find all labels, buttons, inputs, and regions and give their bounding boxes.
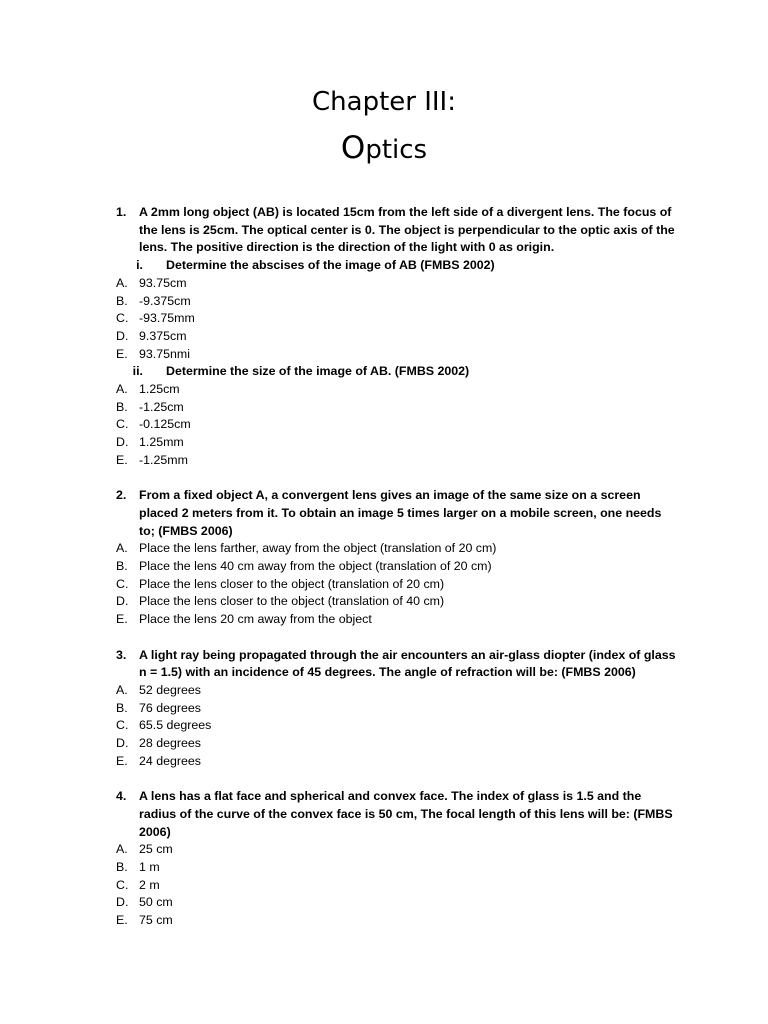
option-text: 1.25cm [139, 382, 180, 397]
option-text: Place the lens farther, away from the object (translation of 20 cm) [139, 541, 497, 556]
question-text: A lens has a flat face and spherical and convex face. The index of glass is 1.5 and the radius of the curve of the convex face is 50 cm, The focal length of this lens will be: (FMBS 2006) [139, 789, 673, 839]
option-label: A. [116, 842, 128, 857]
option-label: D. [116, 895, 129, 910]
option-c [116, 416, 676, 434]
option-a [116, 682, 676, 700]
question-2 [116, 487, 676, 629]
sub-question-number: i. [136, 258, 143, 273]
option-text: 93.75nmi [139, 346, 190, 361]
option-label: B. [116, 399, 128, 414]
question-number: 4. [116, 789, 127, 804]
sub-question-text: Determine the size of the image of AB. (FMBS 2002) [166, 364, 470, 379]
question-3 [116, 647, 676, 771]
option-label: E. [116, 346, 128, 361]
option-b [116, 399, 676, 417]
option-c [116, 310, 676, 328]
option-label: A. [116, 682, 128, 697]
option-text: 9.375cm [139, 328, 187, 343]
option-c [116, 877, 676, 895]
chapter-subtitle [0, 130, 768, 166]
option-label: A. [116, 541, 128, 556]
option-label: E. [116, 913, 128, 928]
option-text: 52 degrees [139, 682, 202, 697]
option-label: C. [116, 311, 129, 326]
question-4 [116, 788, 676, 930]
question-number: 2. [116, 488, 127, 503]
option-text: 25 cm [139, 842, 173, 857]
option-a [116, 841, 676, 859]
option-label: C. [116, 718, 129, 733]
option-label: B. [116, 293, 128, 308]
option-a [116, 275, 676, 293]
question-list [116, 204, 676, 947]
option-text: 2 m [139, 877, 160, 892]
option-text: -0.125cm [139, 417, 191, 432]
option-e [116, 912, 676, 930]
option-text: 1 m [139, 859, 160, 874]
sub-question-ii [116, 363, 676, 381]
option-text: Place the lens closer to the object (translation of 20 cm) [139, 576, 445, 591]
option-e [116, 753, 676, 771]
question-number: 3. [116, 647, 127, 662]
option-c [116, 717, 676, 735]
option-label: B. [116, 859, 128, 874]
option-label: E. [116, 612, 128, 627]
question-text: A 2mm long object (AB) is located 15cm from the left side of a divergent lens. The focus of the lens is 25cm. The optical center is 0. The object is perpendicular to the optic axis of the lens. The positive direction is the direction of the light with 0 as origin. [139, 205, 675, 255]
option-text: 1.25mm [139, 435, 184, 450]
option-text: 75 cm [139, 913, 173, 928]
subtitle-initial: O [340, 130, 366, 166]
option-a [116, 540, 676, 558]
question-text: From a fixed object A, a convergent lens gives an image of the same size on a screen placed 2 meters from it. To obtain an image 5 times larger on a mobile screen, one needs to; (FMBS 2006) [139, 488, 662, 538]
option-e [116, 452, 676, 470]
sub-question-number: ii. [132, 364, 143, 379]
option-b [116, 293, 676, 311]
option-label: C. [116, 417, 129, 432]
option-text: Place the lens 40 cm away from the object (translation of 20 cm) [139, 559, 492, 574]
option-label: D. [116, 328, 129, 343]
option-text: 50 cm [139, 895, 173, 910]
option-d [116, 894, 676, 912]
option-label: D. [116, 736, 129, 751]
option-d [116, 593, 676, 611]
option-text: 28 degrees [139, 736, 202, 751]
option-label: B. [116, 559, 128, 574]
option-text: Place the lens 20 cm away from the object [139, 612, 372, 627]
option-e [116, 346, 676, 364]
option-text: -93.75mm [139, 311, 195, 326]
option-label: C. [116, 576, 129, 591]
option-text: -1.25mm [139, 452, 188, 467]
option-text: 24 degrees [139, 753, 202, 768]
option-label: E. [116, 452, 128, 467]
question-1 [116, 204, 676, 470]
option-text: -9.375cm [139, 293, 191, 308]
question-number: 1. [116, 205, 127, 219]
option-b [116, 700, 676, 718]
option-label: B. [116, 700, 128, 715]
option-d [116, 735, 676, 753]
option-c [116, 576, 676, 594]
option-text: -1.25cm [139, 399, 184, 414]
option-text: Place the lens closer to the object (translation of 40 cm) [139, 594, 445, 609]
sub-question-i [116, 257, 676, 275]
subtitle-rest: ptics [365, 135, 428, 165]
option-e [116, 611, 676, 629]
option-label: A. [116, 275, 128, 290]
option-text: 65.5 degrees [139, 718, 212, 733]
option-label: D. [116, 594, 129, 609]
option-label: A. [116, 382, 128, 397]
option-text: 76 degrees [139, 700, 202, 715]
chapter-title: Chapter III: [312, 87, 456, 117]
question-text: A light ray being propagated through the air encounters an air-glass diopter (index of glass n = 1.5) with an incidence of 45 degrees. The angle of refraction will be: (FMBS 2006) [139, 647, 676, 680]
option-b [116, 859, 676, 877]
option-label: E. [116, 753, 128, 768]
option-d [116, 434, 676, 452]
option-b [116, 558, 676, 576]
sub-question-text: Determine the abscises of the image of AB (FMBS 2002) [166, 258, 495, 273]
option-d [116, 328, 676, 346]
option-text: 93.75cm [139, 275, 187, 290]
option-label: D. [116, 435, 129, 450]
option-label: C. [116, 877, 129, 892]
option-a [116, 381, 676, 399]
